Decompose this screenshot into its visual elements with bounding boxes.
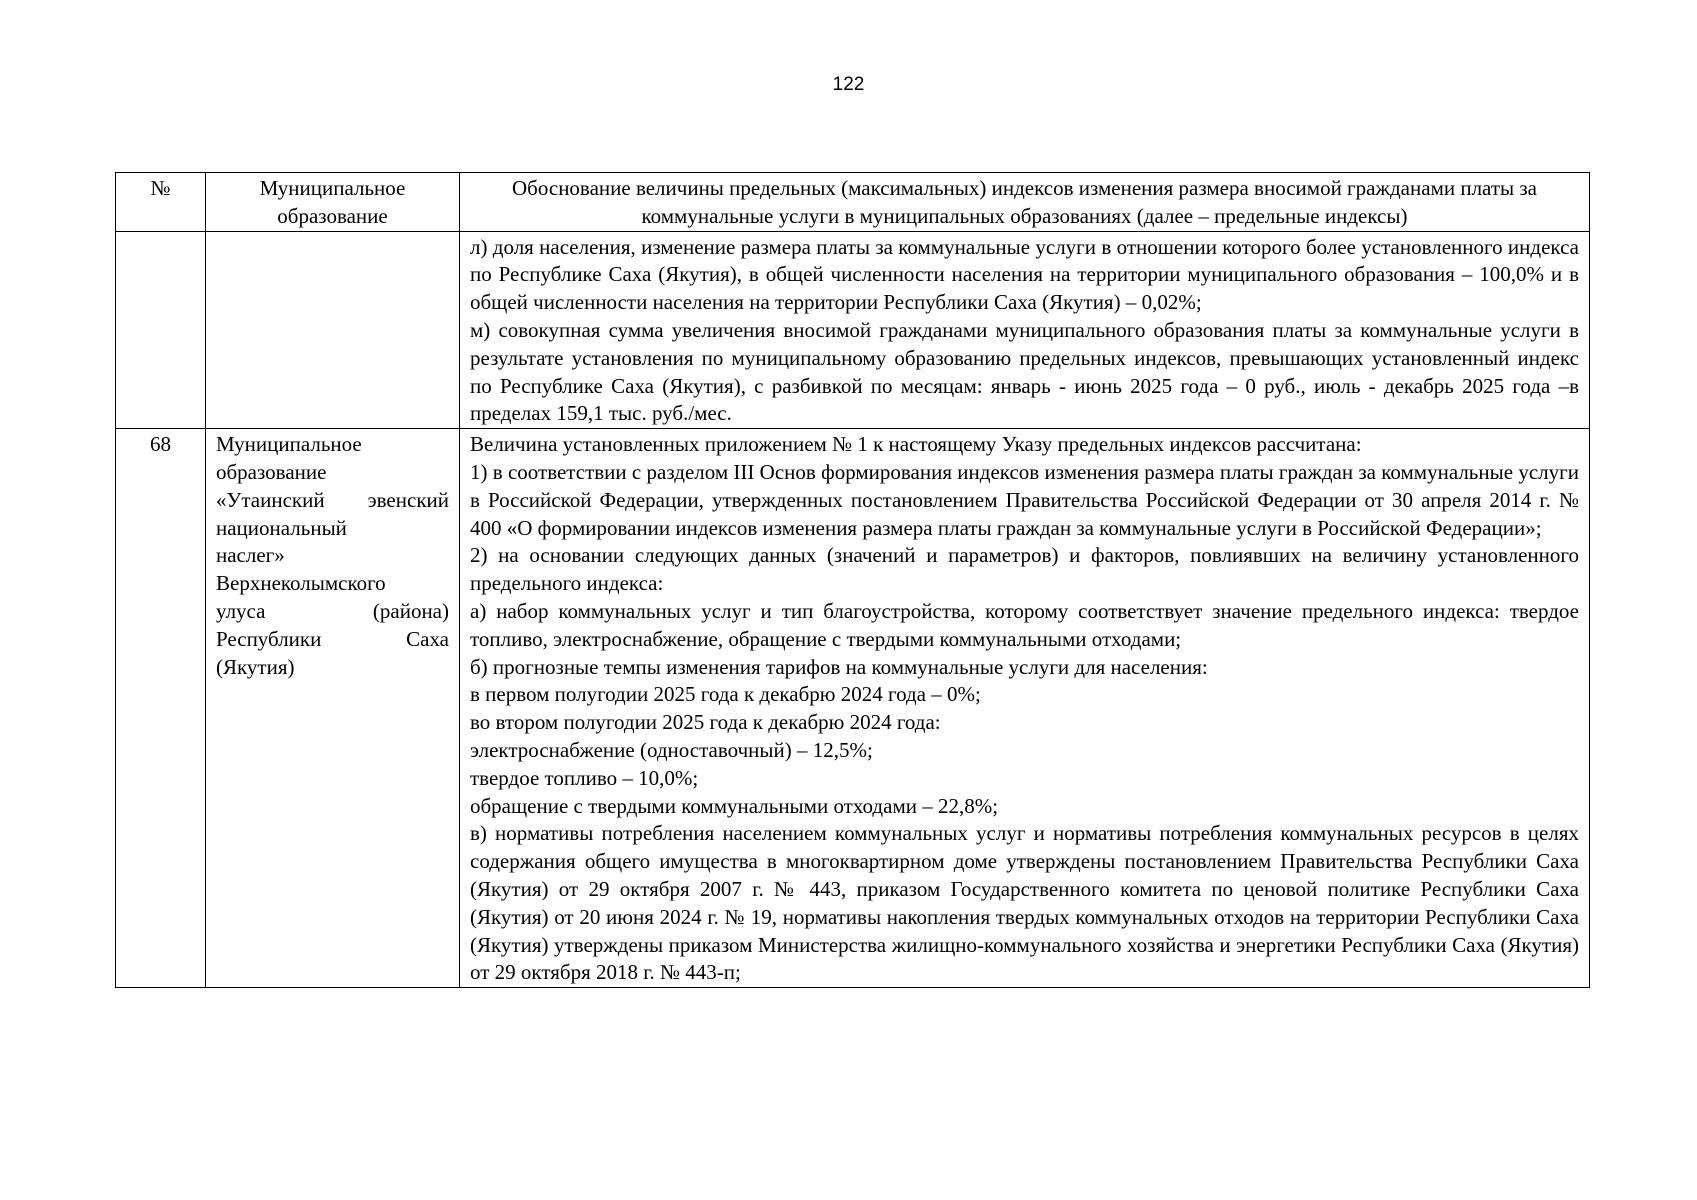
row-justification [460,231,1590,429]
municipality-line: наслег» [216,543,285,568]
municipality-line: (Якутия) [216,654,295,679]
paragraph: электроснабжение (одноставочный) – 12,5%; [470,737,873,762]
paragraph: л) доля населения, изменение размера платы за коммунальные услуги в отношении которого более установленного индекса по Республике Саха (Якутия), в общей численности населения на территории муниципального образования – 100,0% и в общей численности населения на территории Республики Саха (Якутия) – 0,02%; [470,234,1579,315]
table-row [116,429,1590,988]
page-number: 122 [832,74,865,95]
paragraph: обращение с твердыми коммунальными отходами – 22,8%; [470,793,999,818]
municipality-line: образование [216,459,327,484]
table-row [116,231,1590,429]
header-number: № [116,173,206,232]
row-municipality [206,231,460,429]
index-justification-table [115,172,1590,988]
paragraph: в) нормативы потребления населением коммунальных услуг и нормативы потребления коммунальных ресурсов в целях содержания общего имущества в многоквартирном доме утверждены постановлением Правительства Республики Саха (Якутия) от 29 октября 2007 г. № 443, приказом Государственного комитета по ценовой политике Республики Саха (Якутия) от 20 июня 2024 г. № 19, нормативы накопления твердых коммунальных отходов на территории Республики Саха (Якутия) утверждены приказом Министерства жилищно-коммунального хозяйства и энергетики Республики Саха (Якутия) от 29 октября 2018 г. № 443-п; [470,821,1579,985]
row-justification [460,429,1590,988]
row-number [116,231,206,429]
header-justification: Обоснование величины предельных (максимальных) индексов изменения размера вносимой гражданами платы за коммунальные услуги в муниципальных образованиях (далее – предельные индексы) [460,173,1590,232]
paragraph: в первом полугодии 2025 года к декабрю 2024 года – 0%; [470,682,981,707]
paragraph: а) набор коммунальных услуг и тип благоустройства, которому соответствует значение предельного индекса: твердое топливо, электроснабжение, обращение с твердыми коммунальными отходами; [470,598,1579,651]
municipality-line: Муниципальное [216,432,362,457]
row-municipality [206,429,460,988]
row-number: 68 [116,429,206,988]
paragraph: м) совокупная сумма увеличения вносимой гражданами муниципального образования платы за коммунальные услуги в результате установления по муниципальному образованию предельных индексов, превышающих установленный индекс по Республике Саха (Якутия), с разбивкой по месяцам: январь - июнь 2025 года – 0 руб., июль - декабрь 2025 года –в пределах 159,1 тыс. руб./мес. [470,317,1579,426]
paragraph: 1) в соответствии с разделом III Основ формирования индексов изменения размера платы граждан за коммунальные услуги в Российской Федерации, утвержденных постановлением Правительства Российской Федерации от 30 апреля 2014 г. № 400 «О формировании индексов изменения размера платы граждан за коммунальные услуги в Российской Федерации»; [470,459,1579,540]
paragraph: Величина установленных приложением № 1 к настоящему Указу предельных индексов рассчитана: [470,432,1362,457]
municipality-line: «Утаинский эвенский [216,487,449,512]
paragraph: 2) на основании следующих данных (значений и параметров) и факторов, повлиявших на величину установленного предельного индекса: [470,543,1579,596]
table-header-row [116,173,1590,232]
municipality-line: Верхнеколымского [216,571,386,596]
header-municipality: Муниципальное образование [206,173,460,232]
municipality-line: национальный [216,515,347,540]
municipality-line: Республики Саха [216,626,449,651]
paragraph: твердое топливо – 10,0%; [470,765,699,790]
municipality-line: улуса (района) [216,598,449,623]
paragraph: во втором полугодии 2025 года к декабрю 2024 года: [470,710,941,735]
paragraph: б) прогнозные темпы изменения тарифов на коммунальные услуги для населения: [470,654,1208,679]
